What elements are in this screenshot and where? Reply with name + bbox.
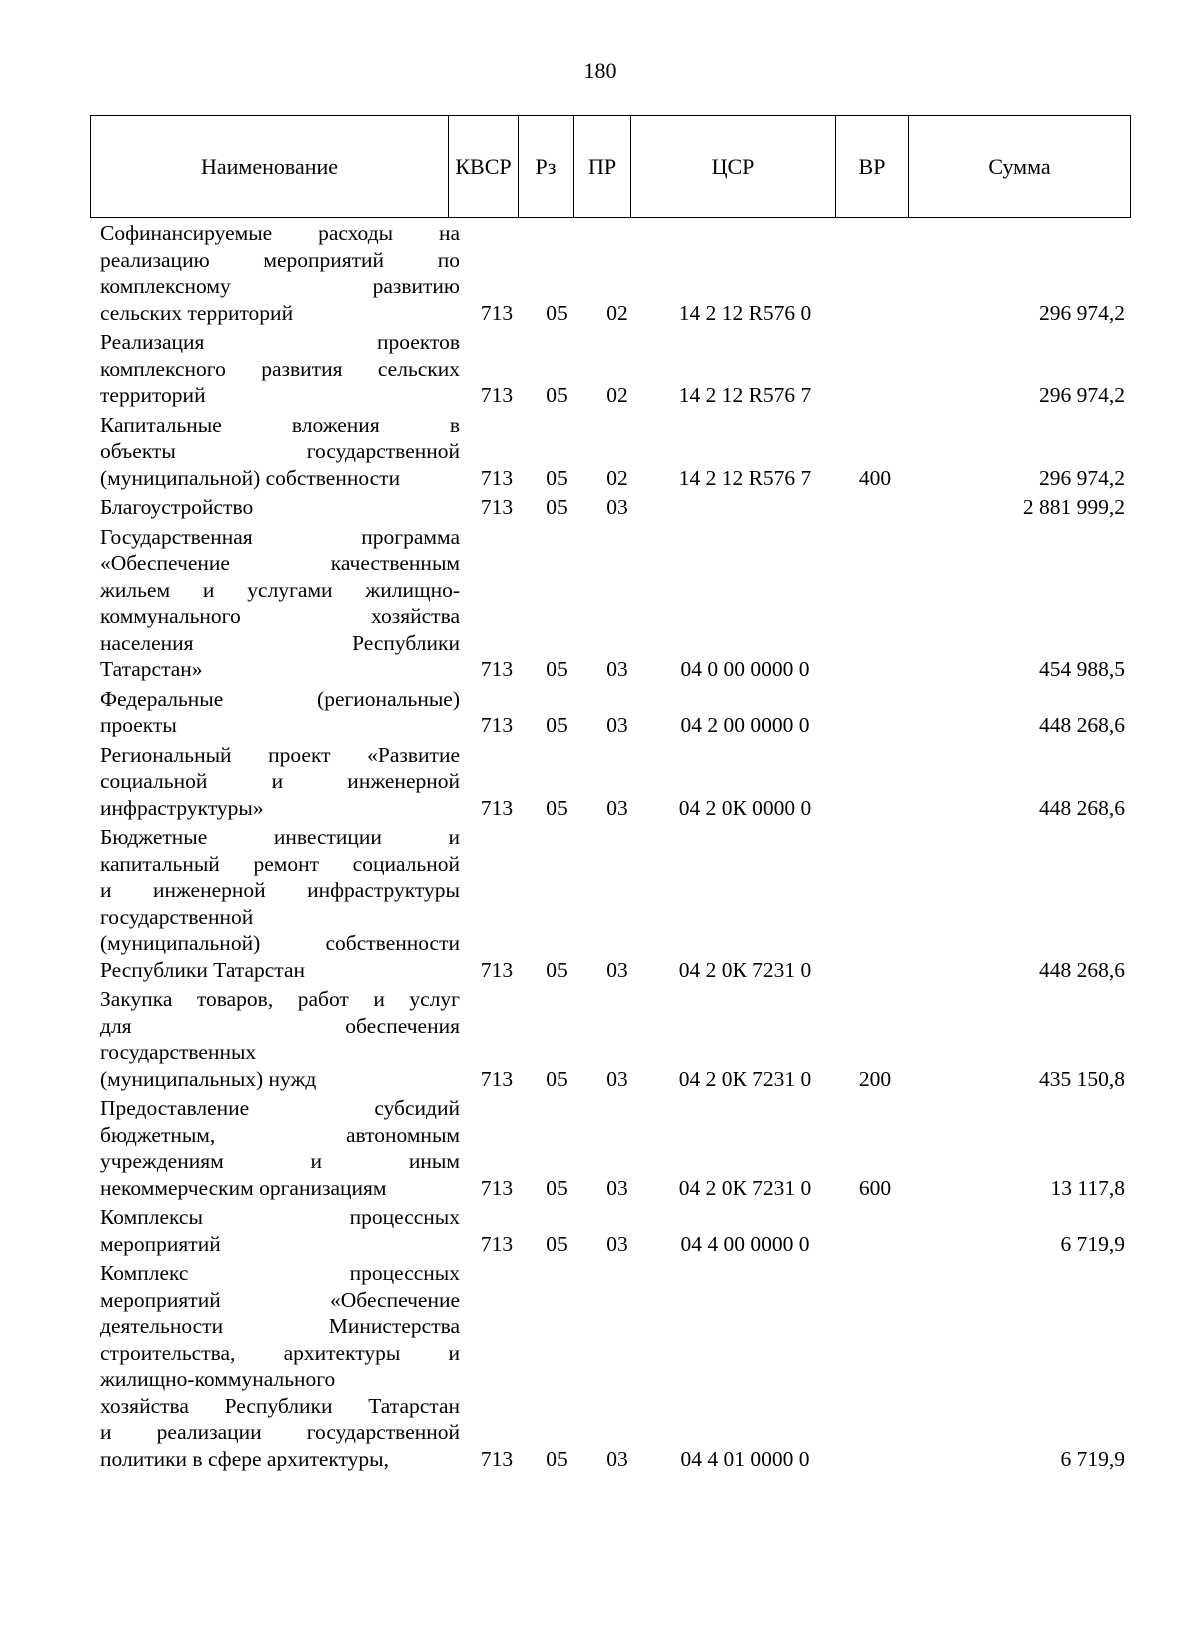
row-name-line: государственной — [100, 904, 254, 929]
row-rz: 05 — [546, 1446, 568, 1471]
table-row — [90, 742, 1130, 822]
row-pr: 03 — [606, 795, 628, 820]
row-rz: 05 — [546, 1231, 568, 1256]
row-name-line: Татарстан» — [100, 657, 203, 681]
row-name — [100, 824, 460, 983]
row-pr: 03 — [606, 1066, 628, 1091]
row-csr: 04 2 0К 7231 0 — [678, 957, 812, 982]
row-name-line: строительства, архитектуры и — [100, 1340, 460, 1365]
row-sum: 448 268,6 — [1039, 795, 1125, 820]
row-name-line: жильем и услугами жилищно- — [100, 577, 460, 602]
row-name — [100, 742, 460, 822]
table-row — [90, 524, 1130, 683]
row-sum: 435 150,8 — [1039, 1066, 1125, 1091]
row-name-line: Софинансируемые расходы на — [100, 221, 460, 245]
row-csr: 04 4 00 0000 0 — [680, 1231, 810, 1256]
row-sum: 454 988,5 — [1039, 657, 1125, 681]
header-name: Наименование — [91, 116, 449, 218]
row-name-line: реализацию мероприятий по — [100, 247, 460, 272]
table-row — [90, 1260, 1130, 1472]
row-pr: 03 — [606, 1446, 628, 1471]
row-sum: 448 268,6 — [1039, 713, 1125, 737]
row-name-line: Государственная программа — [100, 524, 460, 549]
row-name-line: хозяйства Республики Татарстан — [100, 1393, 460, 1418]
row-name-line: Предоставление субсидий — [100, 1096, 460, 1120]
row-name-line: капитальный ремонт социальной — [100, 851, 460, 876]
table-row — [90, 494, 1130, 521]
row-name-line: территорий — [100, 383, 206, 407]
table-row — [90, 824, 1130, 983]
row-rz: 05 — [546, 957, 568, 982]
row-name — [100, 1204, 460, 1257]
row-name-line: (муниципальной) собственности — [100, 931, 460, 955]
row-name-line: комплексному развитию — [100, 274, 460, 298]
row-name-line: Капитальные вложения в — [100, 412, 460, 437]
row-kvsr: 713 — [480, 383, 514, 407]
row-pr: 03 — [606, 1231, 628, 1256]
row-csr: 04 2 0К 0000 0 — [678, 795, 812, 820]
row-csr: 14 2 12 R576 7 — [678, 465, 812, 490]
row-name — [100, 412, 460, 492]
header-csr: ЦСР — [631, 116, 836, 218]
row-pr: 03 — [606, 495, 628, 519]
table-row — [90, 986, 1130, 1092]
row-rz: 05 — [546, 713, 568, 737]
row-kvsr: 713 — [480, 465, 514, 490]
row-name-line: населения Республики — [100, 630, 460, 655]
row-name-line: Реализация проектов — [100, 330, 460, 354]
table-row — [90, 1095, 1130, 1201]
table-header — [90, 115, 1131, 218]
row-rz: 05 — [546, 383, 568, 407]
table-row — [90, 220, 1130, 326]
row-name-line: Закупка товаров, работ и услуг — [100, 987, 460, 1011]
row-rz: 05 — [546, 795, 568, 820]
row-name-line: некоммерческим организациям — [100, 1175, 387, 1200]
row-name-line: государственных — [100, 1040, 257, 1064]
row-name-line: жилищно-коммунального — [100, 1367, 336, 1391]
row-rz: 05 — [546, 495, 568, 519]
row-name — [100, 494, 460, 521]
row-vr: 600 — [858, 1175, 892, 1200]
row-kvsr: 713 — [480, 957, 514, 982]
row-sum: 13 117,8 — [1050, 1175, 1125, 1200]
row-name-line: Республики Татарстан — [100, 957, 306, 982]
header-rz: Рз — [519, 116, 574, 218]
row-name — [100, 220, 460, 326]
row-rz: 05 — [546, 465, 568, 490]
header-kvsr: КВСР — [449, 116, 519, 218]
page-number: 180 — [583, 58, 617, 83]
row-name-line: Региональный проект «Развитие — [100, 742, 460, 767]
header-sum: Сумма — [909, 116, 1131, 218]
row-sum: 2 881 999,2 — [1022, 495, 1125, 519]
row-name-line: политики в сфере архитектуры, — [100, 1446, 389, 1471]
row-csr: 04 2 0К 7231 0 — [678, 1175, 812, 1200]
row-pr: 02 — [606, 465, 628, 490]
row-name-line: Комплексы процессных — [100, 1205, 460, 1229]
row-rz: 05 — [546, 300, 568, 325]
row-rz: 05 — [546, 1175, 568, 1200]
table-row — [90, 329, 1130, 409]
row-name-line: проекты — [100, 713, 177, 737]
row-name-line: Комплекс процессных — [100, 1261, 460, 1285]
row-name — [100, 986, 460, 1092]
row-sum: 448 268,6 — [1039, 957, 1125, 982]
row-sum: 296 974,2 — [1039, 300, 1125, 325]
row-rz: 05 — [546, 1066, 568, 1091]
row-name-line: инфраструктуры» — [100, 795, 264, 820]
row-name-line: мероприятий «Обеспечение — [100, 1287, 460, 1312]
row-pr: 02 — [606, 383, 628, 407]
row-rz: 05 — [546, 657, 568, 681]
row-name-line: мероприятий — [100, 1231, 221, 1256]
row-sum: 6 719,9 — [1060, 1446, 1125, 1471]
header-vr: ВР — [836, 116, 909, 218]
row-name-line: комплексного развития сельских — [100, 356, 460, 381]
header-pr: ПР — [574, 116, 631, 218]
row-name-line: Федеральные (региональные) — [100, 686, 460, 711]
row-name — [100, 686, 460, 739]
row-pr: 02 — [606, 300, 628, 325]
row-kvsr: 713 — [480, 1066, 514, 1091]
row-name-line: для обеспечения — [100, 1013, 460, 1038]
row-name-line: «Обеспечение качественным — [100, 551, 460, 575]
row-pr: 03 — [606, 1175, 628, 1200]
row-csr: 04 2 0К 7231 0 — [678, 1066, 812, 1091]
row-kvsr: 713 — [480, 300, 514, 325]
row-csr: 04 2 00 0000 0 — [680, 713, 810, 737]
row-vr: 400 — [858, 465, 892, 490]
row-name-line: социальной и инженерной — [100, 769, 460, 793]
row-sum: 296 974,2 — [1039, 383, 1125, 407]
row-pr: 03 — [606, 657, 628, 681]
row-csr: 04 4 01 0000 0 — [680, 1446, 810, 1471]
row-name-line: коммунального хозяйства — [100, 604, 460, 628]
row-name-line: Бюджетные инвестиции и — [100, 825, 460, 849]
row-csr: 14 2 12 R576 7 — [678, 383, 812, 407]
row-vr: 200 — [858, 1066, 892, 1091]
row-name-line: учреждениям и иным — [100, 1149, 460, 1173]
table-row — [90, 412, 1130, 492]
row-kvsr: 713 — [480, 713, 514, 737]
row-kvsr: 713 — [480, 1446, 514, 1471]
row-pr: 03 — [606, 713, 628, 737]
row-csr: 04 0 00 0000 0 — [680, 657, 810, 681]
row-name-line: и реализации государственной — [100, 1420, 460, 1444]
row-kvsr: 713 — [480, 795, 514, 820]
row-pr: 03 — [606, 957, 628, 982]
row-name-line: и инженерной инфраструктуры — [100, 878, 460, 902]
row-kvsr: 713 — [480, 1175, 514, 1200]
row-name-line: (муниципальных) нужд — [100, 1066, 317, 1091]
row-name-line: Благоустройство — [100, 495, 254, 519]
row-csr: 14 2 12 R576 0 — [678, 300, 812, 325]
row-name — [100, 1095, 460, 1201]
budget-rows — [90, 220, 1130, 1475]
row-kvsr: 713 — [480, 495, 514, 519]
row-sum: 296 974,2 — [1039, 465, 1125, 490]
row-name — [100, 1260, 460, 1472]
row-kvsr: 713 — [480, 1231, 514, 1256]
row-name-line: сельских территорий — [100, 300, 294, 325]
row-kvsr: 713 — [480, 657, 514, 681]
row-name — [100, 524, 460, 683]
row-name-line: деятельности Министерства — [100, 1314, 460, 1338]
row-name-line: объекты государственной — [100, 439, 460, 463]
row-name — [100, 329, 460, 409]
row-name-line: (муниципальной) собственности — [100, 465, 401, 490]
table-row — [90, 1204, 1130, 1257]
table-row — [90, 686, 1130, 739]
row-name-line: бюджетным, автономным — [100, 1122, 460, 1147]
row-sum: 6 719,9 — [1060, 1231, 1125, 1256]
